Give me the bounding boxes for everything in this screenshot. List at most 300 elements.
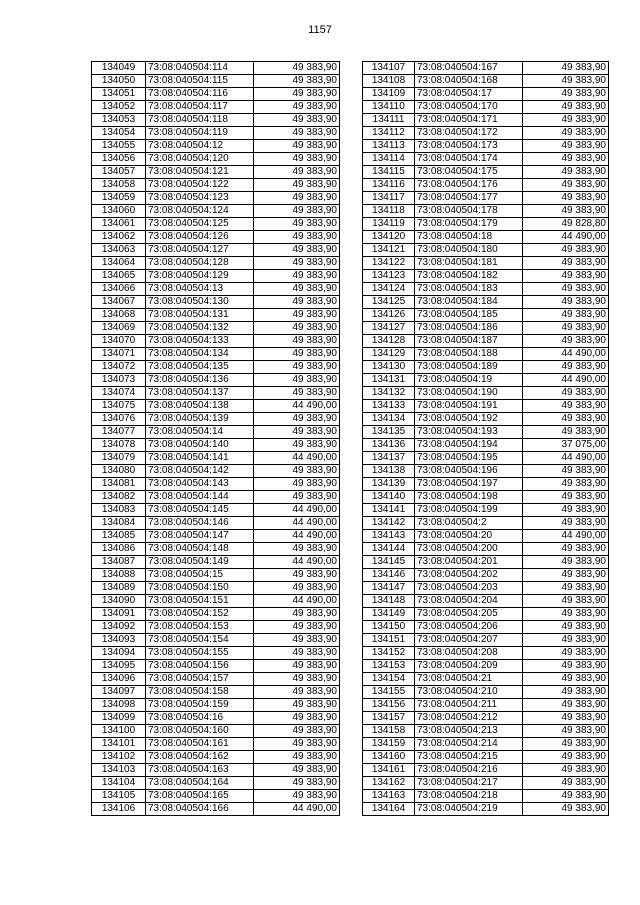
cadastral-number-cell: 73:08:040504:200 — [415, 543, 523, 556]
cadastral-number-cell: 73:08:040504:130 — [146, 296, 254, 309]
table-row — [92, 686, 340, 699]
record-number-cell: 134072 — [92, 361, 146, 374]
cadastral-number-cell: 73:08:040504:151 — [146, 595, 254, 608]
cadastral-number-cell: 73:08:040504:148 — [146, 543, 254, 556]
record-number-cell: 134125 — [363, 296, 415, 309]
cadastral-number-cell: 73:08:040504:174 — [415, 153, 523, 166]
table-row — [92, 348, 340, 361]
record-number-cell: 134146 — [363, 569, 415, 582]
table-row — [363, 660, 609, 673]
table-row — [363, 309, 609, 322]
value-cell: 49 383,90 — [523, 192, 609, 205]
cadastral-number-cell: 73:08:040504:186 — [415, 322, 523, 335]
table-row — [92, 166, 340, 179]
record-number-cell: 134154 — [363, 673, 415, 686]
cadastral-number-cell: 73:08:040504:198 — [415, 491, 523, 504]
cadastral-number-cell: 73:08:040504:135 — [146, 361, 254, 374]
cadastral-number-cell: 73:08:040504:164 — [146, 777, 254, 790]
value-cell: 49 383,90 — [254, 647, 340, 660]
record-number-cell: 134058 — [92, 179, 146, 192]
cadastral-number-cell: 73:08:040504:203 — [415, 582, 523, 595]
value-cell: 49 383,90 — [523, 140, 609, 153]
table-row — [363, 790, 609, 803]
table-row — [363, 803, 609, 816]
value-cell: 49 383,90 — [254, 218, 340, 231]
value-cell: 49 383,90 — [254, 790, 340, 803]
cadastral-number-cell: 73:08:040504:189 — [415, 361, 523, 374]
table-row — [363, 335, 609, 348]
record-number-cell: 134113 — [363, 140, 415, 153]
table-row — [92, 400, 340, 413]
value-cell: 49 383,90 — [254, 751, 340, 764]
value-cell: 49 383,90 — [254, 101, 340, 114]
record-number-cell: 134109 — [363, 88, 415, 101]
value-cell: 49 383,90 — [523, 335, 609, 348]
cadastral-number-cell: 73:08:040504:155 — [146, 647, 254, 660]
table-row — [92, 218, 340, 231]
cadastral-number-cell: 73:08:040504:158 — [146, 686, 254, 699]
value-cell: 49 383,90 — [523, 387, 609, 400]
record-number-cell: 134149 — [363, 608, 415, 621]
cadastral-number-cell: 73:08:040504:212 — [415, 712, 523, 725]
cadastral-number-cell: 73:08:040504:146 — [146, 517, 254, 530]
cadastral-number-cell: 73:08:040504:194 — [415, 439, 523, 452]
cadastral-number-cell: 73:08:040504:188 — [415, 348, 523, 361]
value-cell: 49 383,90 — [523, 62, 609, 75]
value-cell: 49 383,90 — [523, 569, 609, 582]
value-cell: 49 383,90 — [523, 699, 609, 712]
cadastral-number-cell: 73:08:040504:154 — [146, 634, 254, 647]
record-number-cell: 134110 — [363, 101, 415, 114]
table-row — [92, 738, 340, 751]
cadastral-number-cell: 73:08:040504:160 — [146, 725, 254, 738]
record-number-cell: 134145 — [363, 556, 415, 569]
table-row — [363, 738, 609, 751]
value-cell: 49 383,90 — [523, 647, 609, 660]
table-row — [363, 517, 609, 530]
record-number-cell: 134078 — [92, 439, 146, 452]
cadastral-number-cell: 73:08:040504:161 — [146, 738, 254, 751]
value-cell: 49 383,90 — [523, 322, 609, 335]
value-cell: 49 383,90 — [254, 62, 340, 75]
value-cell: 49 383,90 — [254, 465, 340, 478]
record-number-cell: 134133 — [363, 400, 415, 413]
record-number-cell: 134055 — [92, 140, 146, 153]
table-row — [92, 556, 340, 569]
record-number-cell: 134129 — [363, 348, 415, 361]
cadastral-number-cell: 73:08:040504:19 — [415, 374, 523, 387]
record-number-cell: 134136 — [363, 439, 415, 452]
record-number-cell: 134158 — [363, 725, 415, 738]
value-cell: 49 383,90 — [523, 257, 609, 270]
cadastral-number-cell: 73:08:040504:13 — [146, 283, 254, 296]
cadastral-number-cell: 73:08:040504:187 — [415, 335, 523, 348]
value-cell: 49 383,90 — [523, 400, 609, 413]
cadastral-number-cell: 73:08:040504:210 — [415, 686, 523, 699]
table-row — [363, 504, 609, 517]
cadastral-number-cell: 73:08:040504:177 — [415, 192, 523, 205]
table-row — [92, 62, 340, 75]
value-cell: 49 383,90 — [254, 699, 340, 712]
table-row — [92, 439, 340, 452]
record-number-cell: 134054 — [92, 127, 146, 140]
table-row — [363, 426, 609, 439]
record-number-cell: 134115 — [363, 166, 415, 179]
record-number-cell: 134150 — [363, 621, 415, 634]
cadastral-number-cell: 73:08:040504:184 — [415, 296, 523, 309]
value-cell: 49 383,90 — [523, 582, 609, 595]
record-number-cell: 134151 — [363, 634, 415, 647]
table-row — [363, 491, 609, 504]
record-number-cell: 134140 — [363, 491, 415, 504]
record-number-cell: 134068 — [92, 309, 146, 322]
table-row — [363, 439, 609, 452]
table-row — [92, 244, 340, 257]
cadastral-number-cell: 73:08:040504:211 — [415, 699, 523, 712]
table-row — [92, 725, 340, 738]
table-row — [92, 764, 340, 777]
record-number-cell: 134093 — [92, 634, 146, 647]
table-row — [92, 335, 340, 348]
table-row — [363, 218, 609, 231]
record-number-cell: 134100 — [92, 725, 146, 738]
value-cell: 44 490,00 — [254, 530, 340, 543]
record-number-cell: 134049 — [92, 62, 146, 75]
record-number-cell: 134077 — [92, 426, 146, 439]
table-row — [363, 75, 609, 88]
cadastral-number-cell: 73:08:040504:147 — [146, 530, 254, 543]
cadastral-number-cell: 73:08:040504:162 — [146, 751, 254, 764]
ledger-table-left-body — [92, 62, 340, 816]
value-cell: 49 383,90 — [523, 101, 609, 114]
record-number-cell: 134107 — [363, 62, 415, 75]
cadastral-number-cell: 73:08:040504:176 — [415, 179, 523, 192]
record-number-cell: 134135 — [363, 426, 415, 439]
cadastral-number-cell: 73:08:040504:142 — [146, 465, 254, 478]
value-cell: 44 490,00 — [254, 452, 340, 465]
record-number-cell: 134164 — [363, 803, 415, 816]
table-row — [363, 556, 609, 569]
table-row — [363, 192, 609, 205]
cadastral-number-cell: 73:08:040504:2 — [415, 517, 523, 530]
value-cell: 49 383,90 — [523, 426, 609, 439]
cadastral-number-cell: 73:08:040504:180 — [415, 244, 523, 257]
record-number-cell: 134106 — [92, 803, 146, 816]
table-row — [92, 192, 340, 205]
record-number-cell: 134085 — [92, 530, 146, 543]
cadastral-number-cell: 73:08:040504:191 — [415, 400, 523, 413]
record-number-cell: 134157 — [363, 712, 415, 725]
record-number-cell: 134155 — [363, 686, 415, 699]
value-cell: 44 490,00 — [523, 530, 609, 543]
cadastral-number-cell: 73:08:040504:139 — [146, 413, 254, 426]
value-cell: 49 383,90 — [254, 673, 340, 686]
table-row — [363, 751, 609, 764]
cadastral-number-cell: 73:08:040504:15 — [146, 569, 254, 582]
value-cell: 49 383,90 — [254, 114, 340, 127]
record-number-cell: 134120 — [363, 231, 415, 244]
value-cell: 49 383,90 — [254, 660, 340, 673]
cadastral-number-cell: 73:08:040504:172 — [415, 127, 523, 140]
record-number-cell: 134137 — [363, 452, 415, 465]
record-number-cell: 134083 — [92, 504, 146, 517]
table-row — [363, 270, 609, 283]
value-cell: 49 383,90 — [523, 608, 609, 621]
value-cell: 49 383,90 — [523, 88, 609, 101]
value-cell: 49 383,90 — [523, 790, 609, 803]
table-row — [363, 127, 609, 140]
value-cell: 49 383,90 — [523, 738, 609, 751]
record-number-cell: 134070 — [92, 335, 146, 348]
table-row — [92, 699, 340, 712]
table-row — [92, 569, 340, 582]
cadastral-number-cell: 73:08:040504:145 — [146, 504, 254, 517]
cadastral-number-cell: 73:08:040504:126 — [146, 231, 254, 244]
value-cell: 49 383,90 — [523, 413, 609, 426]
record-number-cell: 134089 — [92, 582, 146, 595]
record-number-cell: 134134 — [363, 413, 415, 426]
cadastral-number-cell: 73:08:040504:132 — [146, 322, 254, 335]
record-number-cell: 134116 — [363, 179, 415, 192]
cadastral-number-cell: 73:08:040504:195 — [415, 452, 523, 465]
value-cell: 49 383,90 — [254, 270, 340, 283]
record-number-cell: 134130 — [363, 361, 415, 374]
cadastral-number-cell: 73:08:040504:21 — [415, 673, 523, 686]
table-row — [92, 777, 340, 790]
value-cell: 49 383,90 — [523, 166, 609, 179]
table-row — [92, 231, 340, 244]
record-number-cell: 134096 — [92, 673, 146, 686]
record-number-cell: 134153 — [363, 660, 415, 673]
table-row — [92, 114, 340, 127]
value-cell: 49 383,90 — [523, 686, 609, 699]
value-cell: 49 828,80 — [523, 218, 609, 231]
table-row — [92, 621, 340, 634]
table-row — [363, 244, 609, 257]
value-cell: 49 383,90 — [523, 660, 609, 673]
record-number-cell: 134090 — [92, 595, 146, 608]
table-row — [92, 257, 340, 270]
ledger-table-right-body — [363, 62, 609, 816]
value-cell: 49 383,90 — [523, 517, 609, 530]
cadastral-number-cell: 73:08:040504:14 — [146, 426, 254, 439]
cadastral-number-cell: 73:08:040504:123 — [146, 192, 254, 205]
cadastral-number-cell: 73:08:040504:127 — [146, 244, 254, 257]
record-number-cell: 134066 — [92, 283, 146, 296]
record-number-cell: 134050 — [92, 75, 146, 88]
value-cell: 49 383,90 — [523, 673, 609, 686]
table-row — [92, 205, 340, 218]
value-cell: 49 383,90 — [254, 231, 340, 244]
record-number-cell: 134082 — [92, 491, 146, 504]
record-number-cell: 134156 — [363, 699, 415, 712]
record-number-cell: 134101 — [92, 738, 146, 751]
cadastral-number-cell: 73:08:040504:129 — [146, 270, 254, 283]
cadastral-number-cell: 73:08:040504:167 — [415, 62, 523, 75]
value-cell: 49 383,90 — [523, 478, 609, 491]
record-number-cell: 134099 — [92, 712, 146, 725]
cadastral-number-cell: 73:08:040504:190 — [415, 387, 523, 400]
table-row — [363, 101, 609, 114]
table-row — [363, 153, 609, 166]
record-number-cell: 134163 — [363, 790, 415, 803]
table-row — [363, 322, 609, 335]
cadastral-number-cell: 73:08:040504:122 — [146, 179, 254, 192]
table-row — [92, 543, 340, 556]
cadastral-number-cell: 73:08:040504:165 — [146, 790, 254, 803]
value-cell: 49 383,90 — [254, 205, 340, 218]
table-row — [363, 621, 609, 634]
cadastral-number-cell: 73:08:040504:199 — [415, 504, 523, 517]
record-number-cell: 134138 — [363, 465, 415, 478]
value-cell: 49 383,90 — [254, 413, 340, 426]
table-row — [363, 569, 609, 582]
value-cell: 49 383,90 — [254, 439, 340, 452]
ledger-table-left — [91, 61, 340, 816]
record-number-cell: 134064 — [92, 257, 146, 270]
table-row — [92, 452, 340, 465]
cadastral-number-cell: 73:08:040504:157 — [146, 673, 254, 686]
ledger-table-right — [362, 61, 609, 816]
cadastral-number-cell: 73:08:040504:114 — [146, 62, 254, 75]
record-number-cell: 134117 — [363, 192, 415, 205]
cadastral-number-cell: 73:08:040504:152 — [146, 608, 254, 621]
cadastral-number-cell: 73:08:040504:118 — [146, 114, 254, 127]
cadastral-number-cell: 73:08:040504:178 — [415, 205, 523, 218]
value-cell: 49 383,90 — [254, 88, 340, 101]
value-cell: 44 490,00 — [523, 374, 609, 387]
record-number-cell: 134076 — [92, 413, 146, 426]
value-cell: 49 383,90 — [254, 322, 340, 335]
value-cell: 49 383,90 — [254, 309, 340, 322]
value-cell: 49 383,90 — [523, 309, 609, 322]
record-number-cell: 134065 — [92, 270, 146, 283]
record-number-cell: 134112 — [363, 127, 415, 140]
record-number-cell: 134142 — [363, 517, 415, 530]
cadastral-number-cell: 73:08:040504:124 — [146, 205, 254, 218]
table-row — [92, 309, 340, 322]
value-cell: 49 383,90 — [523, 803, 609, 816]
table-row — [92, 712, 340, 725]
record-number-cell: 134108 — [363, 75, 415, 88]
record-number-cell: 134056 — [92, 153, 146, 166]
value-cell: 49 383,90 — [254, 543, 340, 556]
table-row — [363, 465, 609, 478]
record-number-cell: 134057 — [92, 166, 146, 179]
table-row — [363, 205, 609, 218]
record-number-cell: 134075 — [92, 400, 146, 413]
page-number: 1157 — [308, 24, 332, 36]
cadastral-number-cell: 73:08:040504:215 — [415, 751, 523, 764]
value-cell: 49 383,90 — [523, 270, 609, 283]
record-number-cell: 134094 — [92, 647, 146, 660]
table-row — [363, 777, 609, 790]
table-row — [363, 179, 609, 192]
cadastral-number-cell: 73:08:040504:214 — [415, 738, 523, 751]
cadastral-number-cell: 73:08:040504:140 — [146, 439, 254, 452]
cadastral-number-cell: 73:08:040504:206 — [415, 621, 523, 634]
table-row — [363, 413, 609, 426]
record-number-cell: 134062 — [92, 231, 146, 244]
record-number-cell: 134091 — [92, 608, 146, 621]
record-number-cell: 134148 — [363, 595, 415, 608]
value-cell: 49 383,90 — [523, 712, 609, 725]
record-number-cell: 134127 — [363, 322, 415, 335]
table-row — [363, 166, 609, 179]
value-cell: 49 383,90 — [523, 296, 609, 309]
table-row — [363, 634, 609, 647]
record-number-cell: 134147 — [363, 582, 415, 595]
value-cell: 49 383,90 — [254, 478, 340, 491]
value-cell: 49 383,90 — [254, 374, 340, 387]
cadastral-number-cell: 73:08:040504:133 — [146, 335, 254, 348]
cadastral-number-cell: 73:08:040504:168 — [415, 75, 523, 88]
cadastral-number-cell: 73:08:040504:218 — [415, 790, 523, 803]
value-cell: 49 383,90 — [523, 491, 609, 504]
cadastral-number-cell: 73:08:040504:175 — [415, 166, 523, 179]
cadastral-number-cell: 73:08:040504:197 — [415, 478, 523, 491]
value-cell: 49 383,90 — [254, 725, 340, 738]
record-number-cell: 134102 — [92, 751, 146, 764]
table-row — [363, 608, 609, 621]
value-cell: 49 383,90 — [254, 738, 340, 751]
cadastral-number-cell: 73:08:040504:128 — [146, 257, 254, 270]
table-row — [92, 270, 340, 283]
value-cell: 49 383,90 — [523, 114, 609, 127]
table-row — [92, 634, 340, 647]
value-cell: 44 490,00 — [523, 231, 609, 244]
cadastral-number-cell: 73:08:040504:137 — [146, 387, 254, 400]
value-cell: 49 383,90 — [523, 465, 609, 478]
value-cell: 44 490,00 — [254, 556, 340, 569]
value-cell: 49 383,90 — [254, 634, 340, 647]
table-row — [363, 400, 609, 413]
value-cell: 49 383,90 — [254, 257, 340, 270]
value-cell: 49 383,90 — [523, 543, 609, 556]
table-row — [363, 699, 609, 712]
cadastral-number-cell: 73:08:040504:141 — [146, 452, 254, 465]
table-row — [92, 660, 340, 673]
value-cell: 44 490,00 — [254, 595, 340, 608]
table-row — [92, 88, 340, 101]
cadastral-number-cell: 73:08:040504:121 — [146, 166, 254, 179]
record-number-cell: 134095 — [92, 660, 146, 673]
value-cell: 49 383,90 — [254, 686, 340, 699]
cadastral-number-cell: 73:08:040504:196 — [415, 465, 523, 478]
cadastral-number-cell: 73:08:040504:143 — [146, 478, 254, 491]
table-row — [92, 140, 340, 153]
record-number-cell: 134081 — [92, 478, 146, 491]
cadastral-number-cell: 73:08:040504:12 — [146, 140, 254, 153]
table-row — [363, 647, 609, 660]
record-number-cell: 134080 — [92, 465, 146, 478]
cadastral-number-cell: 73:08:040504:136 — [146, 374, 254, 387]
value-cell: 49 383,90 — [523, 634, 609, 647]
value-cell: 49 383,90 — [254, 569, 340, 582]
cadastral-number-cell: 73:08:040504:134 — [146, 348, 254, 361]
record-number-cell: 134069 — [92, 322, 146, 335]
record-number-cell: 134088 — [92, 569, 146, 582]
cadastral-number-cell: 73:08:040504:138 — [146, 400, 254, 413]
value-cell: 49 383,90 — [523, 361, 609, 374]
value-cell: 49 383,90 — [523, 127, 609, 140]
table-row — [92, 101, 340, 114]
record-number-cell: 134159 — [363, 738, 415, 751]
record-number-cell: 134118 — [363, 205, 415, 218]
table-row — [363, 452, 609, 465]
cadastral-number-cell: 73:08:040504:18 — [415, 231, 523, 244]
table-row — [363, 712, 609, 725]
